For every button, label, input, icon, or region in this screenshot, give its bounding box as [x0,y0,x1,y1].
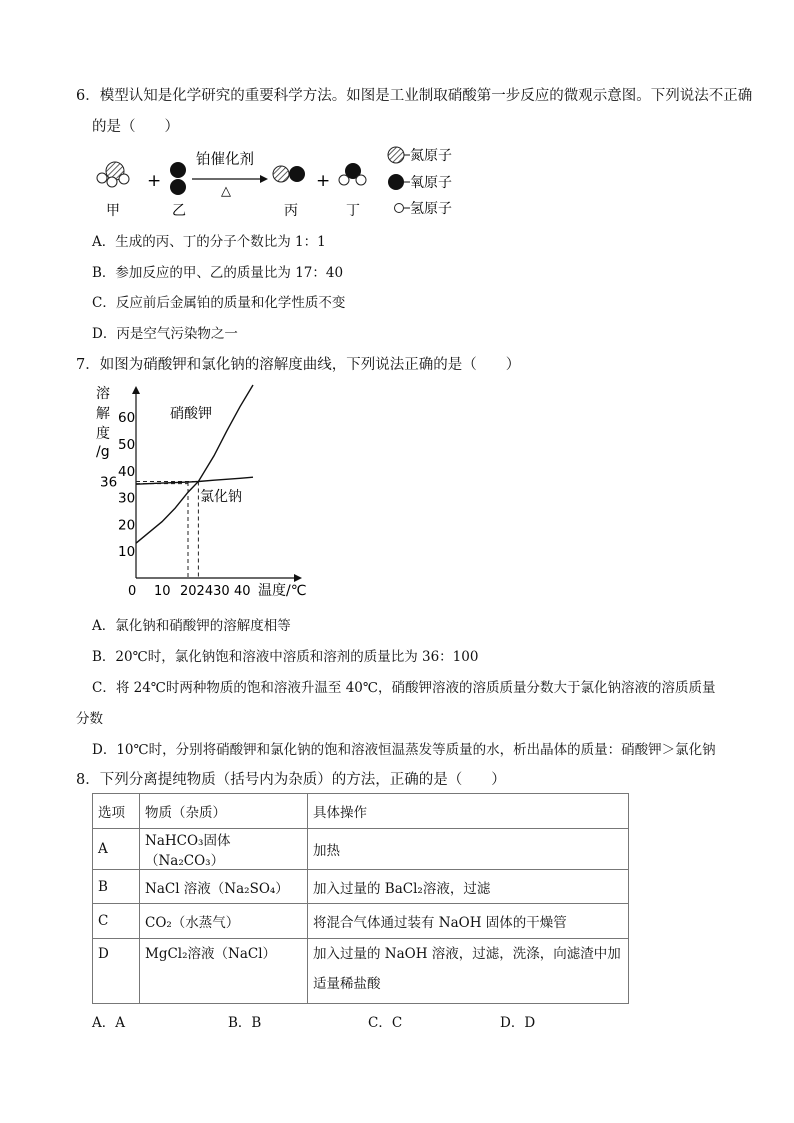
y-axis-arrow-icon [132,386,140,394]
y-tick-label: 50 [118,437,136,453]
y-tick-label: 20 [118,517,136,534]
legend-oxygen: 氧原子 [410,175,452,191]
series-line-nacl [136,477,253,484]
q7-option-d: D．10℃时，分别将硝酸钾和氯化钠的饱和溶液恒温蒸发等质量的水，析出晶体的质量：硝酸钾＞氯化钠 [92,742,716,758]
table-row [93,939,629,1004]
molecule-nh3 [97,162,129,187]
y-tick-label: 30 [118,490,136,507]
row-operation: 将混合气体通过装有 NaOH 固体的干燥管 [308,904,629,939]
reaction-diagram [90,142,480,222]
table-header-row [93,794,629,829]
heat-symbol: △ [221,184,231,199]
y-axis-unit: /g [96,444,110,460]
y-tick-label: 10 [118,544,136,561]
q7-option-b: B．20℃时，氯化钠饱和溶液中溶质和溶剂的质量比为 36：100 [92,649,479,665]
plus-sign-1: + [147,171,162,191]
row-operation: 加入过量的 BaCl₂溶液，过滤 [308,870,629,904]
row-substance: CO₂（水蒸气） [140,904,308,939]
q8-stem: 8．下列分离提纯物质（括号内为杂质）的方法，正确的是（ ） [76,772,506,788]
x-tick-label: 10 [154,584,171,599]
arrow-head-icon [260,175,268,183]
table-row [93,904,629,939]
y-tick-label: 60 [118,410,136,427]
table-row [93,870,629,904]
x-axis-label: 温度/℃ [258,583,307,599]
y-axis-label-char: 度 [96,426,110,442]
q6-option-b: B．参加反应的甲、乙的质量比为 17：40 [92,265,344,281]
row-option: C [93,904,140,939]
q6-option-a: A．生成的丙、丁的分子个数比为 1：1 [92,234,326,250]
y-axis-label-char: 解 [96,406,110,422]
y-marker-label: 36 [100,474,118,491]
label-yi: 乙 [172,203,186,219]
row-substance: NaHCO₃固体（Na₂CO₃） [140,829,308,870]
legend [388,147,452,217]
x-tick-label: 40 [234,584,251,599]
q8-answer-a: A．A [92,1015,125,1031]
catalyst-label: 铂催化剂 [196,152,254,168]
row-option: A [93,829,140,870]
header-substance: 物质（杂质） [140,794,308,829]
q8-answer-b: B．B [228,1015,262,1031]
plus-sign-2: + [316,171,331,191]
q7-stem: 7．如图为硝酸钾和氯化钠的溶解度曲线，下列说法正确的是（ ） [76,357,521,373]
label-ding: 丁 [346,203,360,219]
table-row [93,829,629,870]
x-tick-label: 202430 [180,584,230,599]
q8-answer-c: C．C [368,1015,403,1031]
y-tick-label: 40 [118,463,136,480]
molecule-o2 [170,162,186,195]
legend-nitrogen: 氮原子 [410,148,452,164]
q6-option-c: C．反应前后金属铂的质量和化学性质不变 [92,295,346,311]
q6-stem-line1: 6．模型认知是化学研究的重要科学方法。如图是工业制取硝酸第一步反应的微观示意图。下列说法不正确 [76,88,753,104]
label-bing: 丙 [284,203,298,219]
row-substance: MgCl₂溶液（NaCl） [140,939,308,1004]
series-label-kno3: 硝酸钾 [170,406,212,422]
row-option: B [93,870,140,904]
row-operation: 加热 [308,829,629,870]
header-option: 选项 [93,794,140,829]
separation-table [92,793,629,1004]
row-substance: NaCl 溶液（Na₂SO₄） [140,870,308,904]
molecule-h2o [339,163,366,185]
y-axis-label-char: 溶 [96,386,110,402]
q7-option-a: A．氯化钠和硝酸钾的溶解度相等 [92,618,291,634]
series-label-nacl: 氯化钠 [200,489,242,505]
header-operation: 具体操作 [308,794,629,829]
row-operation: 加入过量的 NaOH 溶液，过滤，洗涤，向滤渣中加适量稀盐酸 [308,939,629,1004]
x-tick-label: 0 [128,584,137,599]
q6-option-d: D．丙是空气污染物之一 [92,326,238,342]
x-axis-arrow-icon [294,574,302,582]
molecule-no [273,166,305,182]
label-jia: 甲 [106,203,120,219]
q6-stem-line2: 的是（ ） [92,119,179,135]
q7-option-c-line2: 分数 [76,711,103,727]
q7-option-c-line1: C．将 24℃时两种物质的饱和溶液升温至 40℃，硝酸钾溶液的溶质质量分数大于氯化钠溶液的溶质质量 [92,680,716,696]
q8-answer-d: D．D [500,1015,536,1031]
row-option: D [93,939,140,1004]
legend-hydrogen: 氢原子 [410,201,452,217]
solubility-chart [88,378,318,600]
